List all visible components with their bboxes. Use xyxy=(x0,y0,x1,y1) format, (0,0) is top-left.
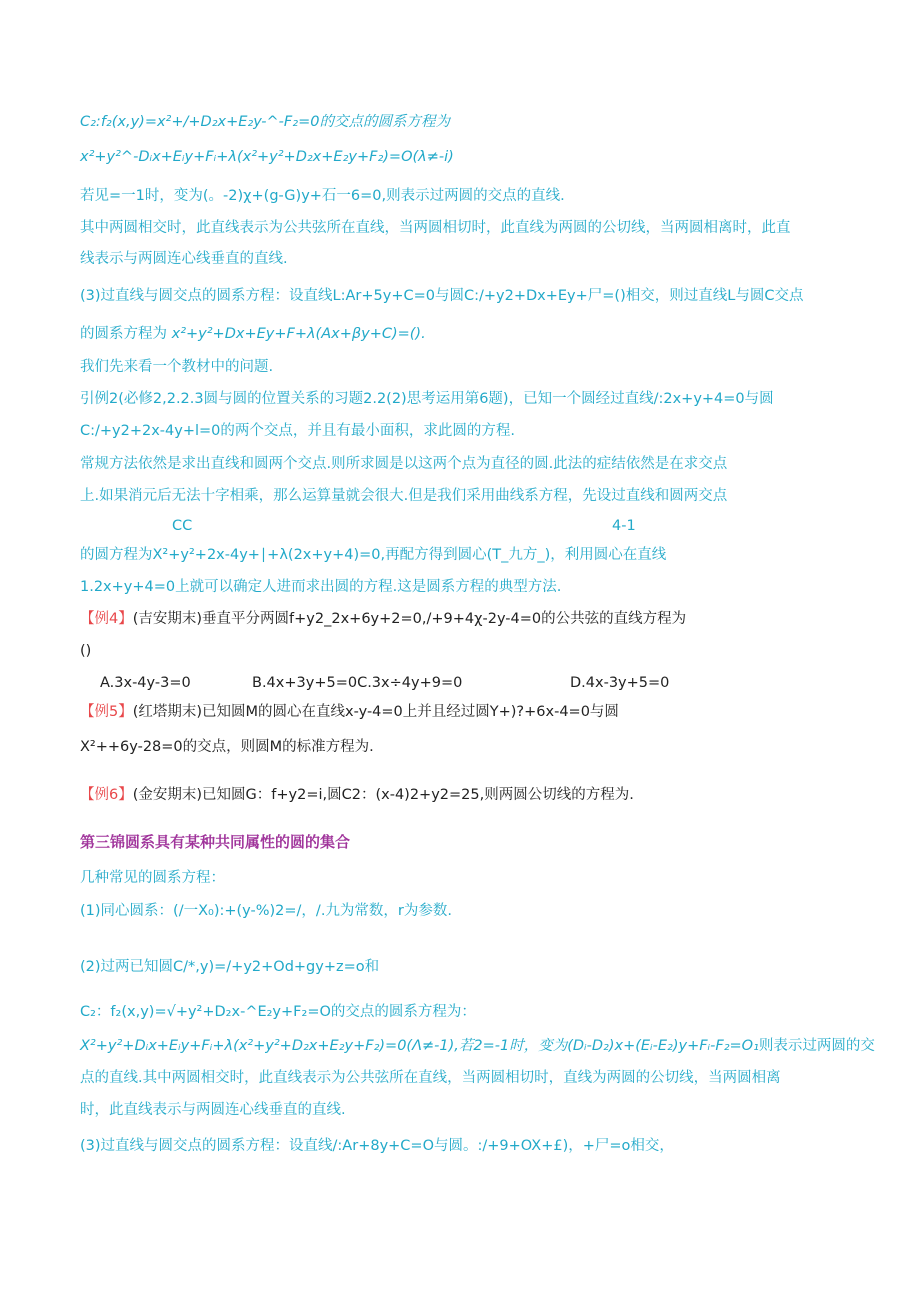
text-line: 上.如果消元后无法十字相乘，那么运算量就会很大.但是我们采用曲线系方程，先设过直线和圆两交点 xyxy=(80,488,728,504)
example-5 xyxy=(80,702,619,722)
formula-line: x²+y²^-Dᵢx+Eᵢy+Fᵢ+λ(x²+y²+D₂x+E₂y+F₂)=O(λ≠-i) xyxy=(80,149,454,165)
text-fragment: 4-1 xyxy=(612,518,636,534)
text-line: 我们先来看一个教材中的问题. xyxy=(80,359,274,375)
text-line: C₂：f₂(x,y)=√+y²+D₂x-^E₂y+F₂=O的交点的圆系方程为： xyxy=(80,1004,476,1020)
formula-span: x²+y²+Dx+Ey+F+λ(Ax+βy+C)=(). xyxy=(171,326,426,342)
example-tag: 【例5】 xyxy=(80,704,133,720)
text-line xyxy=(80,1036,875,1056)
section-heading: 第三锦圆系具有某种共同属性的圆的集合 xyxy=(80,833,351,851)
text-line: 点的直线.其中两圆相交时，此直线表示为公共弦所在直线，当两圆相切时，直线为两圆的公切线，当两圆相离 xyxy=(80,1070,781,1086)
example-5-cont: X²++6y-28=0的交点，则圆M的标准方程为. xyxy=(80,739,374,755)
text-line: 若见=一1时，变为(。-2)χ+(g-G)y+石一6=0,则表示过两圆的交点的直线. xyxy=(80,188,565,204)
answer-paren: () xyxy=(80,643,92,659)
example-text: (吉安期末)垂直平分两圆f+y2_2x+6y+2=0,/+9+4χ-2y-4=0的公共弦的直线方程为 xyxy=(132,611,687,627)
text-line: 几种常见的圆系方程： xyxy=(80,870,225,886)
text-line: C₂:f₂(x,y)=x²+/+D₂x+E₂y-^-F₂=0的交点的圆系方程为 xyxy=(80,114,450,130)
text-line: (1)同心圆系：(/一X₀):+(y-%)2=/，/.九为常数，r为参数. xyxy=(80,903,452,919)
text-line: 1.2x+y+4=0上就可以确定人进而求出圆的方程.这是圆系方程的典型方法. xyxy=(80,579,562,595)
text-line: (3)过直线与圆交点的圆系方程：设直线/:Ar+8y+C=O与圆。:/+9+OX+£)，+尸=o相交， xyxy=(80,1138,674,1154)
formula-span: X²+y²+Dᵢx+Eᵢy+Fᵢ+λ(x²+y²+D₂x+E₂y+F₂)=0(Λ≠-1),若2=-1时，变为 xyxy=(80,1038,568,1054)
text-line xyxy=(80,324,426,344)
text-line: 其中两圆相交时，此直线表示为公共弦所在直线，当两圆相切时，此直线为两圆的公切线，当两圆相离时，此直 xyxy=(80,220,791,236)
text-line: 引例2(必修2,2.2.3圆与圆的位置关系的习题2.2(2)思考运用第6题)，已知一个圆经过直线/:2x+y+4=0与圆 xyxy=(80,391,774,407)
text-line: 常规方法依然是求出直线和圆两个交点.则所求圆是以这两个点为直径的圆.此法的症结依然是在求交点 xyxy=(80,456,728,472)
example-text: (金安期末)已知圆G：f+y2=i,圆C2：(x-4)2+y2=25,则两圆公切线的方程为. xyxy=(132,787,634,803)
option-b-c: B.4x+3y+5=0C.3x÷4y+9=0 xyxy=(252,675,463,691)
text-line: 的圆方程为X²+y²+2x-4y+∣+λ(2x+y+4)=0,再配方得到圆心(T_九方_)，利用圆心在直线 xyxy=(80,547,667,563)
text-line: 时，此直线表示与两圆连心线垂直的直线. xyxy=(80,1102,346,1118)
text-span: 的圆系方程为 xyxy=(80,326,172,342)
text-span: 则表示过两圆的交 xyxy=(758,1038,875,1054)
option-a: A.3x-4y-3=0 xyxy=(100,675,191,691)
text-line: (3)过直线与圆交点的圆系方程：设直线L:Ar+5y+C=0与圆C:/+y2+Dx+Ey+尸=()相交，则过直线L与圆C交点 xyxy=(80,288,804,304)
example-text: (红塔期末)已知圆M的圆心在直线x-y-4=0上并且经过圆Y+)?+6x-4=0与圆 xyxy=(132,704,619,720)
example-4 xyxy=(80,609,686,629)
example-tag: 【例6】 xyxy=(80,787,133,803)
formula-span: (Dᵢ-D₂)x+(Eᵢ-E₂)y+Fᵢ-F₂=O₁ xyxy=(567,1038,759,1054)
text-line: (2)过两已知圆C∕*,y)=∕+y2+Od+gy+z=o和 xyxy=(80,959,380,975)
text-line: C:/+y2+2x-4y+l=0的两个交点，并且有最小面积，求此圆的方程. xyxy=(80,423,516,439)
example-6 xyxy=(80,785,634,805)
example-tag: 【例4】 xyxy=(80,611,133,627)
option-d: D.4x-3y+5=0 xyxy=(570,675,670,691)
text-fragment: CC xyxy=(172,518,193,534)
text-line: 线表示与两圆连心线垂直的直线. xyxy=(80,251,288,267)
